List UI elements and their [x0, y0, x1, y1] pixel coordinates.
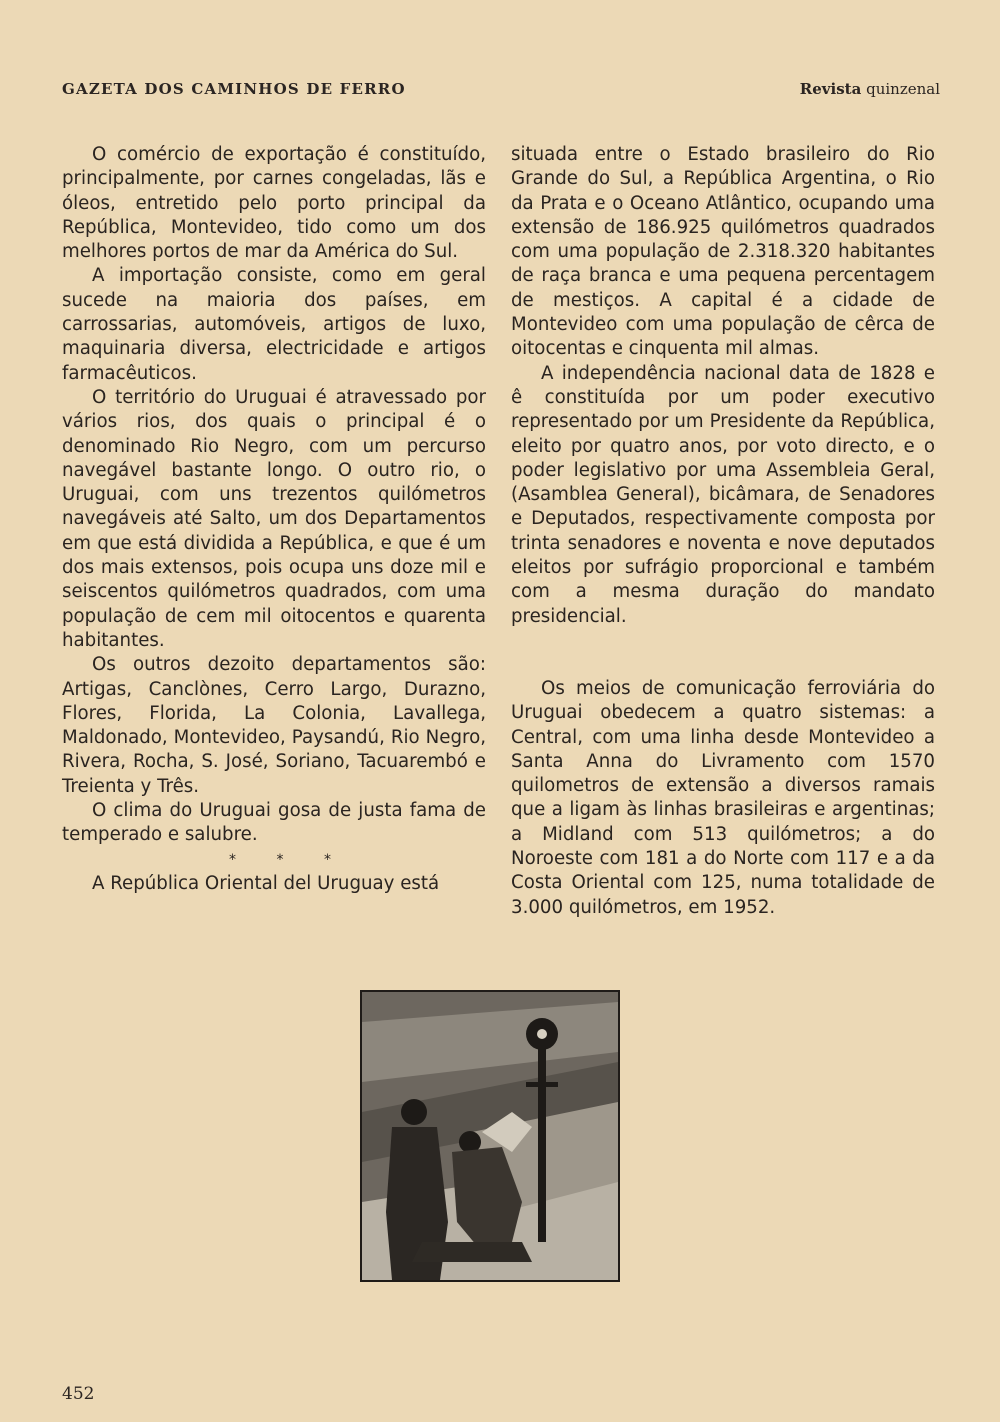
paragraph: A República Oriental del Uruguay está: [92, 872, 440, 894]
paragraph: O clima do Uruguai gosa de justa fama de temperado e salubre.: [62, 800, 486, 846]
left-column: [62, 143, 486, 896]
paragraph: A importação consiste, como em geral sucede na maioria dos países, em carrossarias, automóveis, artigos de luxo, maquinaria diversa, electricidade e artigos farmacêuticos.: [62, 265, 486, 384]
paragraph: O território do Uruguai é atravessado por vários rios, dos quais o principal é o denominado Rio Negro, com um percurso navegável bastante longo. O outro rio, o Uruguai, com uns trezentos quilómetros navegáveis até Salto, um dos Departamentos em que está dividida a República, e que é um dos mais extensos, pois ocupa uns doze mil e seiscentos quilómetros quadrados, com uma população de cem mil oitocentos e quarenta habitantes.: [62, 386, 486, 651]
section-separator: * * *: [229, 851, 349, 868]
page-number: 452: [62, 1384, 95, 1404]
paragraph: O comércio de exportação é constituído, principalmente, por carnes congeladas, lãs e óleos, entretido pelo porto principal da República, Montevideo, tido como um dos melhores portos de mar da América do Sul.: [62, 144, 486, 263]
spacer: [511, 629, 935, 677]
paragraph: A independência nacional data de 1828 e ê constituída por um poder executivo representado por um Presidente da República, eleito por quatro anos, por voto directo, e o poder legislativo por uma Assembleia Geral, (Asamblea General), bicâmara, de Senadores e Deputados, respectivamente composta por trinta senadores e noventa e nove deputados eleitos por sufrágio proporcional e também com a mesma duração do mandato presidencial.: [511, 362, 935, 627]
running-header-title: GAZETA DOS CAMINHOS DE FERRO: [62, 80, 406, 98]
header-subtitle-bold: Revista: [799, 80, 862, 98]
right-column: [511, 143, 935, 920]
paragraph: Os meios de comunicação ferroviária do Uruguai obedecem a quatro sistemas: a Central, com uma linha desde Montevideo a Santa Anna do Livramento com 1570 quilometros de extensão a diversos ramais que a ligam às linhas brasileiras e argentinas; a Midland com 513 quilómetros; a do Noroeste com 181 a do Norte com 117 e a da Costa Oriental com 125, numa totalidade de 3.000 quilómetros, em 1952.: [511, 677, 935, 918]
railway-signal-illustration: [360, 990, 620, 1282]
header-subtitle-text: quinzenal: [866, 80, 940, 98]
paragraph: Os outros dezoito departamentos são: Artigas, Canclònes, Cerro Largo, Durazno, Flores, Florida, La Colonia, Lavallega, Maldonado, Montevideo, Paysandú, Rio Negro, Rivera, Rocha, S. José, Soriano, Tacuarembó e Treienta y Três.: [62, 654, 486, 797]
paragraph: situada entre o Estado brasileiro do Rio Grande do Sul, a República Argentina, o Rio da Prata e o Oceano Atlântico, ocupando uma extensão de 186.925 quilómetros quadrados com uma população de 2.318.320 habitantes de raça branca e uma pequena percentagem de mestiços. A capital é a cidade de Montevideo com uma população de cêrca de oitocentas e cinquenta mil almas.: [511, 144, 935, 360]
running-header-subtitle: [800, 80, 940, 98]
